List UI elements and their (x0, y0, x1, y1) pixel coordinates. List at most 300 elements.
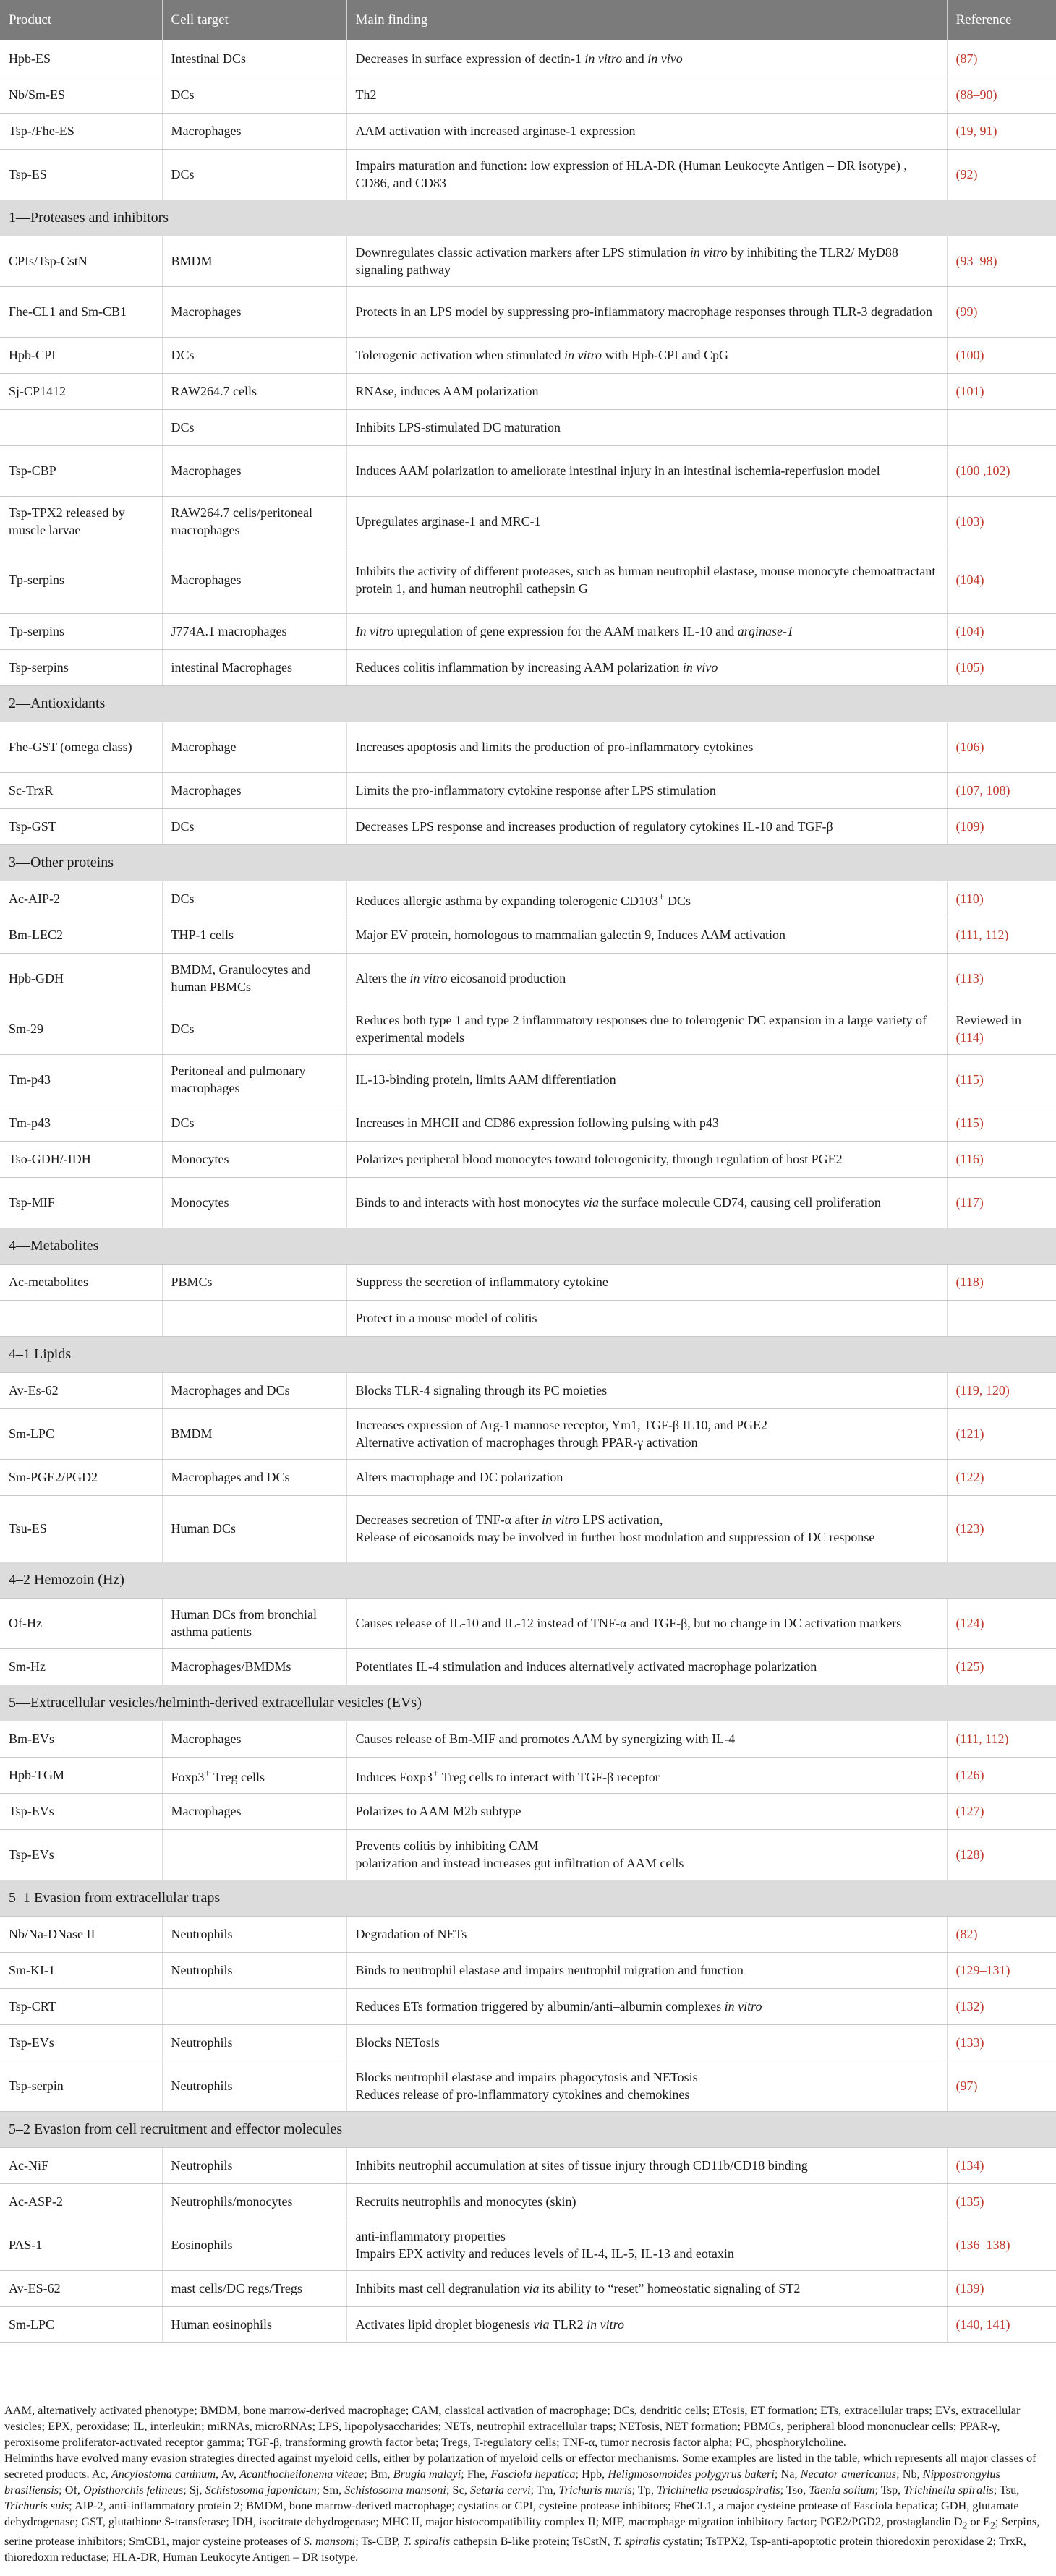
section-header-row (0, 685, 1056, 722)
table-row (0, 2147, 1056, 2183)
cell-target-cell: Neutrophils (162, 2147, 346, 2183)
reference-cell: (93–98) (947, 236, 1056, 286)
reference-cell: (92) (947, 149, 1056, 200)
product-cell: Tp-serpins (0, 613, 162, 649)
section-header-row (0, 1228, 1056, 1264)
table-row (0, 649, 1056, 685)
reference-link[interactable]: 110 (960, 891, 979, 906)
reference-cell: (132) (947, 1988, 1056, 2024)
cell-target-cell: Macrophage (162, 722, 346, 772)
reference-link[interactable]: 82 (960, 1927, 974, 1941)
main-finding-cell: Limits the pro-inflammatory cytokine response after LPS stimulation (346, 772, 947, 808)
cell-target-cell: J774A.1 macrophages (162, 613, 346, 649)
table-row (0, 1721, 1056, 1757)
reference-link[interactable]: 115 (960, 1116, 979, 1130)
main-finding-cell: Tolerogenic activation when stimulated in vitro with Hpb-CPI and CpG (346, 337, 947, 373)
reference-link[interactable]: 97 (960, 2079, 974, 2093)
product-cell: Ac-metabolites (0, 1264, 162, 1300)
main-finding-cell: Activates lipid droplet biogenesis via TLR2 in vitro (346, 2306, 947, 2342)
reference-cell: (111, 112) (947, 1721, 1056, 1757)
reference-cell: (136–138) (947, 2220, 1056, 2270)
cell-target-cell: Monocytes (162, 1141, 346, 1177)
table-row (0, 722, 1056, 772)
reference-link[interactable]: 117 (960, 1195, 979, 1210)
main-finding-cell: Th2 (346, 77, 947, 113)
reference-link[interactable]: 126 (960, 1768, 980, 1782)
reference-cell: (99) (947, 286, 1056, 337)
reference-cell: (87) (947, 40, 1056, 77)
reference-link[interactable]: 112 (985, 1732, 1005, 1746)
reference-link[interactable]: 118 (960, 1275, 979, 1289)
product-cell (0, 1300, 162, 1336)
section-label: 2—Antioxidants (0, 685, 1056, 722)
table-row (0, 337, 1056, 373)
table-row (0, 917, 1056, 953)
table-row (0, 409, 1056, 445)
main-finding-cell: Causes release of Bm-MIF and promotes AAM by synergizing with IL-4 (346, 1721, 947, 1757)
reference-cell (947, 1300, 1056, 1336)
product-cell: Tsp-serpins (0, 649, 162, 685)
reference-cell: (139) (947, 2270, 1056, 2306)
product-cell: Tsp-CRT (0, 1988, 162, 2024)
product-cell: Tsp-serpin (0, 2061, 162, 2111)
table-row (0, 373, 1056, 409)
table-row (0, 1264, 1056, 1300)
cell-target-cell: RAW264.7 cells/peritoneal macrophages (162, 496, 346, 547)
section-header-row (0, 844, 1056, 881)
main-finding-cell: Increases apoptosis and limits the production of pro-inflammatory cytokines (346, 722, 947, 772)
reference-link[interactable]: 108 (986, 783, 1006, 797)
reference-cell: (117) (947, 1177, 1056, 1228)
product-cell: Sm-Hz (0, 1648, 162, 1685)
cell-target-cell: Macrophages and DCs (162, 1459, 346, 1495)
reference-cell: (115) (947, 1054, 1056, 1105)
reference-link[interactable]: 116 (960, 1152, 979, 1166)
reference-cell: (106) (947, 722, 1056, 772)
main-finding-cell: Induces Foxp3+ Treg cells to interact with TGF-β receptor (346, 1757, 947, 1793)
cell-target-cell: Macrophages (162, 547, 346, 613)
section-header-row (0, 2111, 1056, 2147)
product-cell: Sm-KI-1 (0, 1952, 162, 1988)
reference-cell: (100 ,102) (947, 445, 1056, 496)
reference-link[interactable]: 100 (960, 348, 980, 362)
table-row (0, 613, 1056, 649)
product-cell: PAS-1 (0, 2220, 162, 2270)
section-label: 5–2 Evasion from cell recruitment and effector molecules (0, 2111, 1056, 2147)
table-row (0, 1004, 1056, 1054)
reference-link[interactable]: 139 (960, 2281, 980, 2295)
product-cell: Sc-TrxR (0, 772, 162, 808)
reference-cell (947, 409, 1056, 445)
reference-link[interactable]: 113 (960, 971, 979, 985)
main-finding-cell: AAM activation with increased arginase-1 expression (346, 113, 947, 149)
main-finding-cell: In vitro upregulation of gene expression for the AAM markers IL-10 and arginase-1 (346, 613, 947, 649)
main-finding-cell: Inhibits mast cell degranulation via its ability to “reset” homeostatic signaling of ST2 (346, 2270, 947, 2306)
main-finding-cell: Alters macrophage and DC polarization (346, 1459, 947, 1495)
reference-link[interactable]: 125 (960, 1659, 980, 1674)
cell-target-cell: Peritoneal and pulmonary macrophages (162, 1054, 346, 1105)
reference-cell: (123) (947, 1495, 1056, 1562)
cell-target-cell: Macrophages (162, 445, 346, 496)
table-row (0, 40, 1056, 77)
reference-link[interactable]: 103 (960, 514, 980, 529)
product-cell: CPIs/Tsp-CstN (0, 236, 162, 286)
cell-target-cell: Neutrophils/monocytes (162, 2183, 346, 2220)
product-cell: Tsp-EVs (0, 1793, 162, 1829)
reference-link[interactable]: 100 (960, 463, 980, 478)
cell-target-cell: Macrophages and DCs (162, 1372, 346, 1408)
reference-cell: (110) (947, 881, 1056, 917)
main-finding-cell: Induces AAM polarization to ameliorate intestinal injury in an intestinal ischemia-reperfusion model (346, 445, 947, 496)
reference-cell: (103) (947, 496, 1056, 547)
reference-link[interactable]: 87 (960, 51, 974, 66)
section-label: 4–2 Hemozoin (Hz) (0, 1562, 1056, 1598)
table-row (0, 2061, 1056, 2111)
reference-cell: (100) (947, 337, 1056, 373)
product-cell: Fhe-GST (omega class) (0, 722, 162, 772)
main-finding-cell: RNAse, induces AAM polarization (346, 373, 947, 409)
reference-cell: (88–90) (947, 77, 1056, 113)
main-finding-cell: Protect in a mouse model of colitis (346, 1300, 947, 1336)
reference-cell: (125) (947, 1648, 1056, 1685)
reference-cell: (107, 108) (947, 772, 1056, 808)
product-cell: Tsp-/Fhe-ES (0, 113, 162, 149)
reference-link[interactable]: 91 (979, 124, 993, 138)
product-cell: Of-Hz (0, 1598, 162, 1648)
reference-link[interactable]: 111 (960, 928, 979, 942)
cell-target-cell: BMDM (162, 236, 346, 286)
cell-target-cell: Macrophages (162, 772, 346, 808)
reference-cell: (127) (947, 1793, 1056, 1829)
reference-link[interactable]: 115 (960, 1072, 979, 1087)
table-row (0, 1598, 1056, 1648)
product-cell: Tsu-ES (0, 1495, 162, 1562)
header-main-finding: Main finding (346, 0, 947, 40)
reference-link[interactable]: 129–131 (960, 1963, 1006, 1977)
section-label: 5—Extracellular vesicles/helminth-derived extracellular vesicles (EVs) (0, 1685, 1056, 1721)
product-cell: Ac-AIP-2 (0, 881, 162, 917)
table-row (0, 1372, 1056, 1408)
table-row (0, 113, 1056, 149)
cell-target-cell (162, 1988, 346, 2024)
product-cell: Tsp-EVs (0, 2024, 162, 2061)
reference-link[interactable]: 134 (960, 2158, 980, 2173)
cell-target-cell: DCs (162, 808, 346, 844)
reference-cell: (121) (947, 1408, 1056, 1459)
cell-target-cell: Macrophages (162, 113, 346, 149)
cell-target-cell: mast cells/DC regs/Tregs (162, 2270, 346, 2306)
cell-target-cell (162, 1829, 346, 1880)
main-finding-cell: Polarizes to AAM M2b subtype (346, 1793, 947, 1829)
cell-target-cell: DCs (162, 77, 346, 113)
main-finding-cell: Degradation of NETs (346, 1916, 947, 1952)
reference-cell: (118) (947, 1264, 1056, 1300)
reference-link[interactable]: 133 (960, 2035, 980, 2050)
main-finding-cell: Protects in an LPS model by suppressing pro-inflammatory macrophage responses through TLR-3 degradation (346, 286, 947, 337)
product-cell: Av-Es-62 (0, 1372, 162, 1408)
main-finding-cell: Binds to and interacts with host monocytes via the surface molecule CD74, causing cell proliferation (346, 1177, 947, 1228)
cell-target-cell (162, 1300, 346, 1336)
product-cell: Sm-29 (0, 1004, 162, 1054)
table-body (0, 40, 1056, 2342)
section-label: 4—Metabolites (0, 1228, 1056, 1264)
reference-link[interactable]: 120 (985, 1383, 1005, 1398)
reference-link[interactable]: 101 (960, 384, 980, 398)
main-finding-cell: Inhibits neutrophil accumulation at sites of tissue injury through CD11b/CD18 binding (346, 2147, 947, 2183)
section-header-row (0, 1880, 1056, 1916)
main-finding-cell: Inhibits LPS-stimulated DC maturation (346, 409, 947, 445)
main-finding-cell: Reduces allergic asthma by expanding tolerogenic CD103+ DCs (346, 881, 947, 917)
reference-cell: (140, 141) (947, 2306, 1056, 2342)
reference-link[interactable]: 106 (960, 740, 980, 754)
reference-link[interactable]: 114 (960, 1030, 979, 1045)
reference-link[interactable]: 141 (986, 2317, 1006, 2332)
product-cell: Bm-LEC2 (0, 917, 162, 953)
table-row (0, 286, 1056, 337)
product-cell: Tsp-EVs (0, 1829, 162, 1880)
cell-target-cell: Macrophages (162, 1721, 346, 1757)
table-row (0, 1495, 1056, 1562)
cell-target-cell: Macrophages (162, 1793, 346, 1829)
table-row (0, 2024, 1056, 2061)
cell-target-cell: Neutrophils (162, 2024, 346, 2061)
reference-link[interactable]: 105 (960, 660, 980, 675)
cell-target-cell: Foxp3+ Treg cells (162, 1757, 346, 1793)
cell-target-cell: Neutrophils (162, 2061, 346, 2111)
product-cell: Tp-serpins (0, 547, 162, 613)
table-footnote (0, 2400, 1047, 2576)
reference-link[interactable]: 132 (960, 1999, 980, 2014)
product-cell: Nb/Na-DNase II (0, 1916, 162, 1952)
product-cell: Sj-CP1412 (0, 373, 162, 409)
reference-link[interactable]: 127 (960, 1804, 980, 1818)
section-label: 4–1 Lipids (0, 1336, 1056, 1372)
product-cell: Tm-p43 (0, 1054, 162, 1105)
reference-cell: Reviewed in (114) (947, 1004, 1056, 1054)
table-row (0, 881, 1056, 917)
section-label: 3—Other proteins (0, 844, 1056, 881)
main-finding-cell: Blocks neutrophil elastase and impairs phagocytosis and NETosis Reduces release of pro-inflammatory cytokines and chemokines (346, 2061, 947, 2111)
main-finding-cell: Prevents colitis by inhibiting CAM polarization and instead increases gut infiltration of AAM cells (346, 1829, 947, 1880)
reference-cell: (133) (947, 2024, 1056, 2061)
cell-target-cell: Human DCs (162, 1495, 346, 1562)
reference-link[interactable]: 140 (960, 2317, 980, 2332)
product-cell: Bm-EVs (0, 1721, 162, 1757)
reference-cell: (134) (947, 2147, 1056, 2183)
product-cell: Ac-NiF (0, 2147, 162, 2183)
product-cell: Sm-LPC (0, 1408, 162, 1459)
table-row (0, 1300, 1056, 1336)
section-header-row (0, 200, 1056, 236)
main-finding-cell: Causes release of IL-10 and IL-12 instead of TNF-α and TGF-β, but no change in DC activation markers (346, 1598, 947, 1648)
section-header-row (0, 1336, 1056, 1372)
reference-link[interactable]: 19 (960, 124, 974, 138)
table-row (0, 77, 1056, 113)
table-row (0, 1648, 1056, 1685)
product-cell: Fhe-CL1 and Sm-CB1 (0, 286, 162, 337)
reference-cell: (113) (947, 953, 1056, 1004)
reference-link[interactable]: 93–98 (960, 254, 993, 268)
footnote-abbreviations: AAM, alternatively activated phenotype; BMDM, bone marrow-derived macrophage; CAM, classical activation of macrophage; DCs, dendritic cells; ETosis, ET formation; ETs, extracellular traps; EVs, extracellular vesicles; EPX, peroxidase; IL, interleukin; miRNAs, microRNAs; LPS, lipopolysaccharides; NETs, neutrophil extracellular traps; NETosis, NET formation; PBMCs, peripheral blood mononuclear cells; PPAR-γ, peroxisome proliferator-activated receptor gamma; TGF-β, transforming growth factor beta; Tregs, T-regulatory cells; TNF-α, tumor necrosis factor alpha; PC, phosphorylcholine. (4, 2403, 1021, 2449)
main-finding-cell: Increases in MHCII and CD86 expression following pulsing with p43 (346, 1105, 947, 1141)
product-cell: Tsp-MIF (0, 1177, 162, 1228)
section-label: 5–1 Evasion from extracellular traps (0, 1880, 1056, 1916)
reference-cell: (115) (947, 1105, 1056, 1141)
table-row (0, 1757, 1056, 1793)
product-cell: Nb/Sm-ES (0, 77, 162, 113)
reference-link[interactable]: 135 (960, 2194, 980, 2209)
table-row (0, 149, 1056, 200)
product-cell: Av-ES-62 (0, 2270, 162, 2306)
product-cell: Hpb-TGM (0, 1757, 162, 1793)
product-cell: Tsp-TPX2 released by muscle larvae (0, 496, 162, 547)
header-reference: Reference (947, 0, 1056, 40)
section-header-row (0, 1562, 1056, 1598)
main-finding-cell: Suppress the secretion of inflammatory cytokine (346, 1264, 947, 1300)
reference-link[interactable]: 88–90 (960, 87, 993, 102)
table-row (0, 236, 1056, 286)
reference-link[interactable]: 107 (960, 783, 980, 797)
reference-link[interactable]: 109 (960, 819, 980, 834)
main-finding-cell: anti-inflammatory properties Impairs EPX activity and reduces levels of IL-4, IL-5, IL-13 and eotaxin (346, 2220, 947, 2270)
header-product: Product (0, 0, 162, 40)
cell-target-cell: DCs (162, 1004, 346, 1054)
cell-target-cell: DCs (162, 409, 346, 445)
reference-link[interactable]: 121 (960, 1426, 980, 1441)
cell-target-cell: DCs (162, 1105, 346, 1141)
table-row (0, 1829, 1056, 1880)
reference-cell: (104) (947, 547, 1056, 613)
reference-cell: (124) (947, 1598, 1056, 1648)
cell-target-cell: DCs (162, 881, 346, 917)
cell-target-cell: DCs (162, 149, 346, 200)
cell-target-cell: Neutrophils (162, 1916, 346, 1952)
cell-target-cell: THP-1 cells (162, 917, 346, 953)
cell-target-cell: intestinal Macrophages (162, 649, 346, 685)
reference-cell: (104) (947, 613, 1056, 649)
product-cell: Tso-GDH/-IDH (0, 1141, 162, 1177)
table-row (0, 1916, 1056, 1952)
table-row (0, 2220, 1056, 2270)
product-cell: Sm-PGE2/PGD2 (0, 1459, 162, 1495)
section-label: 1—Proteases and inhibitors (0, 200, 1056, 236)
reference-link[interactable]: 99 (960, 304, 974, 319)
product-cell: Tsp-CBP (0, 445, 162, 496)
cell-target-cell: Macrophages/BMDMs (162, 1648, 346, 1685)
cell-target-cell: Macrophages (162, 286, 346, 337)
table-header-row (0, 0, 1056, 40)
reference-link[interactable]: 102 (986, 463, 1006, 478)
reference-cell: (109) (947, 808, 1056, 844)
table-row (0, 2270, 1056, 2306)
main-finding-cell: Reduces colitis inflammation by increasing AAM polarization in vivo (346, 649, 947, 685)
product-cell: Hpb-ES (0, 40, 162, 77)
reference-cell: (97) (947, 2061, 1056, 2111)
reference-link[interactable]: 122 (960, 1470, 980, 1484)
reference-link[interactable]: 123 (960, 1521, 980, 1536)
reference-cell: (116) (947, 1141, 1056, 1177)
main-finding-cell: Reduces both type 1 and type 2 inflammatory responses due to tolerogenic DC expansion in a large variety of experimental models (346, 1004, 947, 1054)
cell-target-cell: BMDM (162, 1408, 346, 1459)
main-finding-cell: Decreases secretion of TNF-α after in vitro LPS activation, Release of eicosanoids may be involved in further host modulation and suppression of DC response (346, 1495, 947, 1562)
main-finding-cell: Recruits neutrophils and monocytes (skin) (346, 2183, 947, 2220)
main-finding-cell: Impairs maturation and function: low expression of HLA-DR (Human Leukocyte Antigen – DR isotype) , CD86, and CD83 (346, 149, 947, 200)
reference-cell: (122) (947, 1459, 1056, 1495)
reference-cell: (128) (947, 1829, 1056, 1880)
main-finding-cell: Inhibits the activity of different proteases, such as human neutrophil elastase, mouse monocyte chemoattractant protein 1, and human neutrophil cathepsin G (346, 547, 947, 613)
table-row (0, 1952, 1056, 1988)
reference-cell: (111, 112) (947, 917, 1056, 953)
cell-target-cell: Eosinophils (162, 2220, 346, 2270)
reference-link[interactable]: 124 (960, 1616, 980, 1630)
main-finding-cell: Polarizes peripheral blood monocytes toward tolerogenicity, through regulation of host PGE2 (346, 1141, 947, 1177)
table-row (0, 547, 1056, 613)
main-finding-cell: Blocks NETosis (346, 2024, 947, 2061)
table-row (0, 808, 1056, 844)
reference-link[interactable]: 104 (960, 573, 980, 587)
reference-cell: (101) (947, 373, 1056, 409)
cell-target-cell: BMDM, Granulocytes and human PBMCs (162, 953, 346, 1004)
table-row (0, 1054, 1056, 1105)
product-cell: Ac-ASP-2 (0, 2183, 162, 2220)
main-finding-cell: Alters the in vitro eicosanoid production (346, 953, 947, 1004)
header-cell-target: Cell target (162, 0, 346, 40)
table-row (0, 1988, 1056, 2024)
product-cell: Hpb-GDH (0, 953, 162, 1004)
main-finding-cell: Decreases in surface expression of dectin-1 in vitro and in vivo (346, 40, 947, 77)
cell-target-cell: Monocytes (162, 1177, 346, 1228)
reference-link[interactable]: 92 (960, 167, 974, 181)
main-finding-cell: Decreases LPS response and increases production of regulatory cytokines IL-10 and TGF-β (346, 808, 947, 844)
table-row (0, 1459, 1056, 1495)
main-finding-cell: Upregulates arginase-1 and MRC-1 (346, 496, 947, 547)
table-row (0, 1408, 1056, 1459)
reference-link[interactable]: 112 (985, 928, 1005, 942)
table-row (0, 1141, 1056, 1177)
reference-cell: (105) (947, 649, 1056, 685)
table-row (0, 1177, 1056, 1228)
table-row (0, 1793, 1056, 1829)
table-row (0, 1105, 1056, 1141)
main-finding-cell: Potentiates IL-4 stimulation and induces alternatively activated macrophage polarization (346, 1648, 947, 1685)
reference-cell: (19, 91) (947, 113, 1056, 149)
product-cell: Tm-p43 (0, 1105, 162, 1141)
main-finding-cell: Blocks TLR-4 signaling through its PC moieties (346, 1372, 947, 1408)
product-cell: Sm-LPC (0, 2306, 162, 2342)
reference-link[interactable]: 119 (960, 1383, 979, 1398)
product-cell: Hpb-CPI (0, 337, 162, 373)
main-finding-cell: Reduces ETs formation triggered by albumin/anti–albumin complexes in vitro (346, 1988, 947, 2024)
reference-link[interactable]: 111 (960, 1732, 979, 1746)
reference-cell: (129–131) (947, 1952, 1056, 1988)
main-finding-cell: Downregulates classic activation markers after LPS stimulation in vitro by inhibiting the TLR2/ MyD88 signaling pathway (346, 236, 947, 286)
table-row (0, 445, 1056, 496)
reference-link[interactable]: 136–138 (960, 2238, 1006, 2252)
product-cell: Tsp-ES (0, 149, 162, 200)
cell-target-cell: Human DCs from bronchial asthma patients (162, 1598, 346, 1648)
table-row (0, 2306, 1056, 2342)
main-finding-cell: IL-13-binding protein, limits AAM differentiation (346, 1054, 947, 1105)
footnote-species-legend: Helminths have evolved many evasion strategies directed against myeloid cells, either by polarization of myeloid cells or effector mechanisms. Some examples are listed in the table, which represents all major classes of secreted products. Ac, Ancylostoma caninum, Av, Acanthocheilonema viteae; Bm, Brugia malayi; Fhe, Fasciola hepatica; Hpb, Heligmosomoides polygyrus bakeri; Na, Necator americanus; Nb, Nippostrongylus brasiliensis; Of, Opisthorchis felineus; Sj, Schistosoma japonicum; Sm, Schistosoma mansoni; Sc, Setaria cervi; Tm, Trichuris muris; Tp, Trichinella pseudospiralis; Tso, Taenia solium; Tsp, Trichinella spiralis; Tsu, Trichuris suis; AIP-2, anti-inflammatory protein 2; BMDM, bone marrow-derived macrophage; cystatins or CPI, cysteine protease inhibitors; FheCL1, a major cysteine protease of Fasciola hepatica; GDH, glutamate dehydrogenase; GST, glutathione S-transferase; IDH, isocitrate dehydrogenase; MHC II, major histocompatibility complex II; MIF, macrophage migration inhibitory factor; PGE2/PGD2, prostaglandin $D_2$ or $E_2$; Serpins, serine protease inhibitors; SmCB1, major cysteine proteases of S. mansoni; Ts-CBP, T. spiralis cathepsin B-like protein; TsCstN, T. spiralis cystatin; TsTPX2, Tsp-anti-apoptotic protein thioredoxin peroxidase 2; TrxR, thioredoxin reductase; HLA-DR, Human Leukocyte Antigen – DR isotype. (4, 2451, 1040, 2564)
main-finding-cell: Binds to neutrophil elastase and impairs neutrophil migration and function (346, 1952, 947, 1988)
cell-target-cell: Neutrophils (162, 1952, 346, 1988)
cell-target-cell: RAW264.7 cells (162, 373, 346, 409)
reference-link[interactable]: 128 (960, 1847, 980, 1862)
cell-target-cell: DCs (162, 337, 346, 373)
product-cell: Tsp-GST (0, 808, 162, 844)
reference-link[interactable]: 104 (960, 624, 980, 638)
reference-cell: (119, 120) (947, 1372, 1056, 1408)
